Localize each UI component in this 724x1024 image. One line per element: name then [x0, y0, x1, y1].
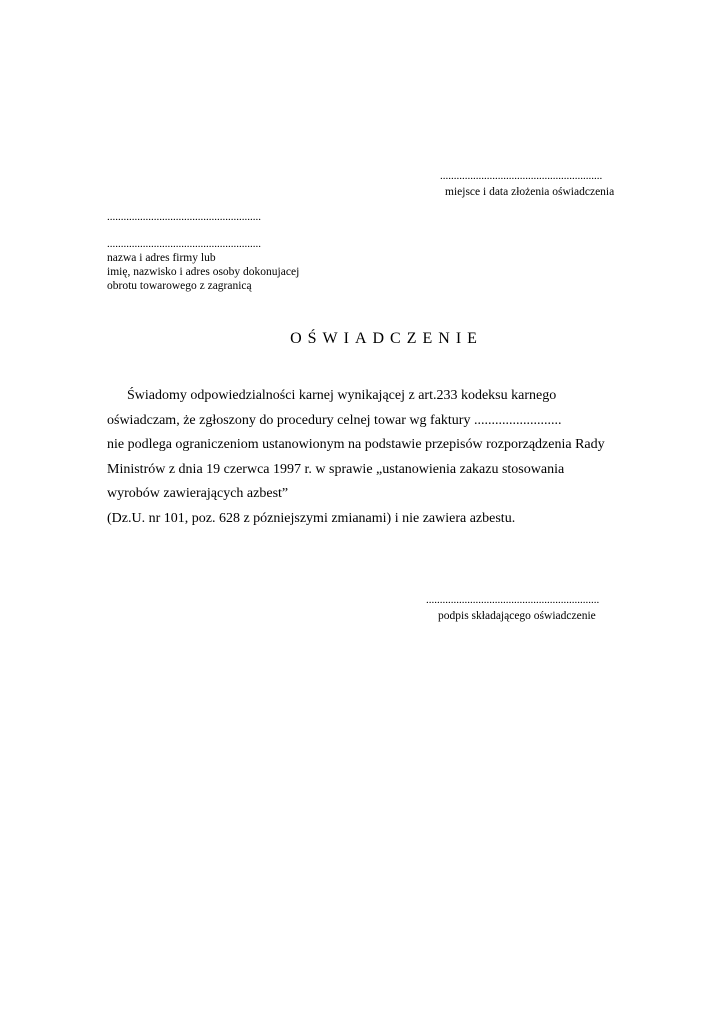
company-label — [107, 251, 347, 293]
place-date-label: miejsce i data złożenia oświadczenia — [445, 186, 615, 198]
place-date-block — [440, 170, 620, 199]
body-line: Świadomy odpowiedzialności karnej wynikającej z art.233 kodeksu karnego — [127, 388, 557, 403]
body-line: Ministrów z dnia 19 czerwca 1997 r. w sprawie „ustanowienia zakazu stosowania — [107, 461, 565, 477]
body-line: nie podlega ograniczeniom ustanowionym na podstawie przepisów rozporządzenia Rady — [107, 437, 605, 452]
place-date-dotted-line: ........................................................... — [440, 170, 603, 182]
company-block — [107, 211, 347, 293]
document-title: OŚWIADCZENIE — [290, 330, 483, 347]
company-dotted-line-1: ........................................................ — [107, 211, 261, 223]
company-label-line: imię, nazwisko i adres osoby dokonujacej — [107, 266, 300, 278]
signature-label: podpis składającego oświadczenie — [438, 610, 596, 622]
company-dotted-line-2: ........................................................ — [107, 238, 261, 250]
body-line: oświadczam, że zgłoszony do procedury celnej towar wg faktury ......................... — [107, 412, 562, 428]
signature-dotted-line: ............................................................... — [426, 594, 600, 606]
body-line: wyrobów zawierających azbest” — [107, 486, 289, 501]
body-line: (Dz.U. nr 101, poz. 628 z pózniejszymi zmianami) i nie zawiera azbestu. — [107, 510, 516, 526]
signature-block — [426, 594, 618, 623]
declaration-body — [107, 384, 627, 531]
company-label-line: nazwa i adres firmy lub — [107, 252, 216, 264]
company-label-line: obrotu towarowego z zagranicą — [107, 280, 252, 292]
